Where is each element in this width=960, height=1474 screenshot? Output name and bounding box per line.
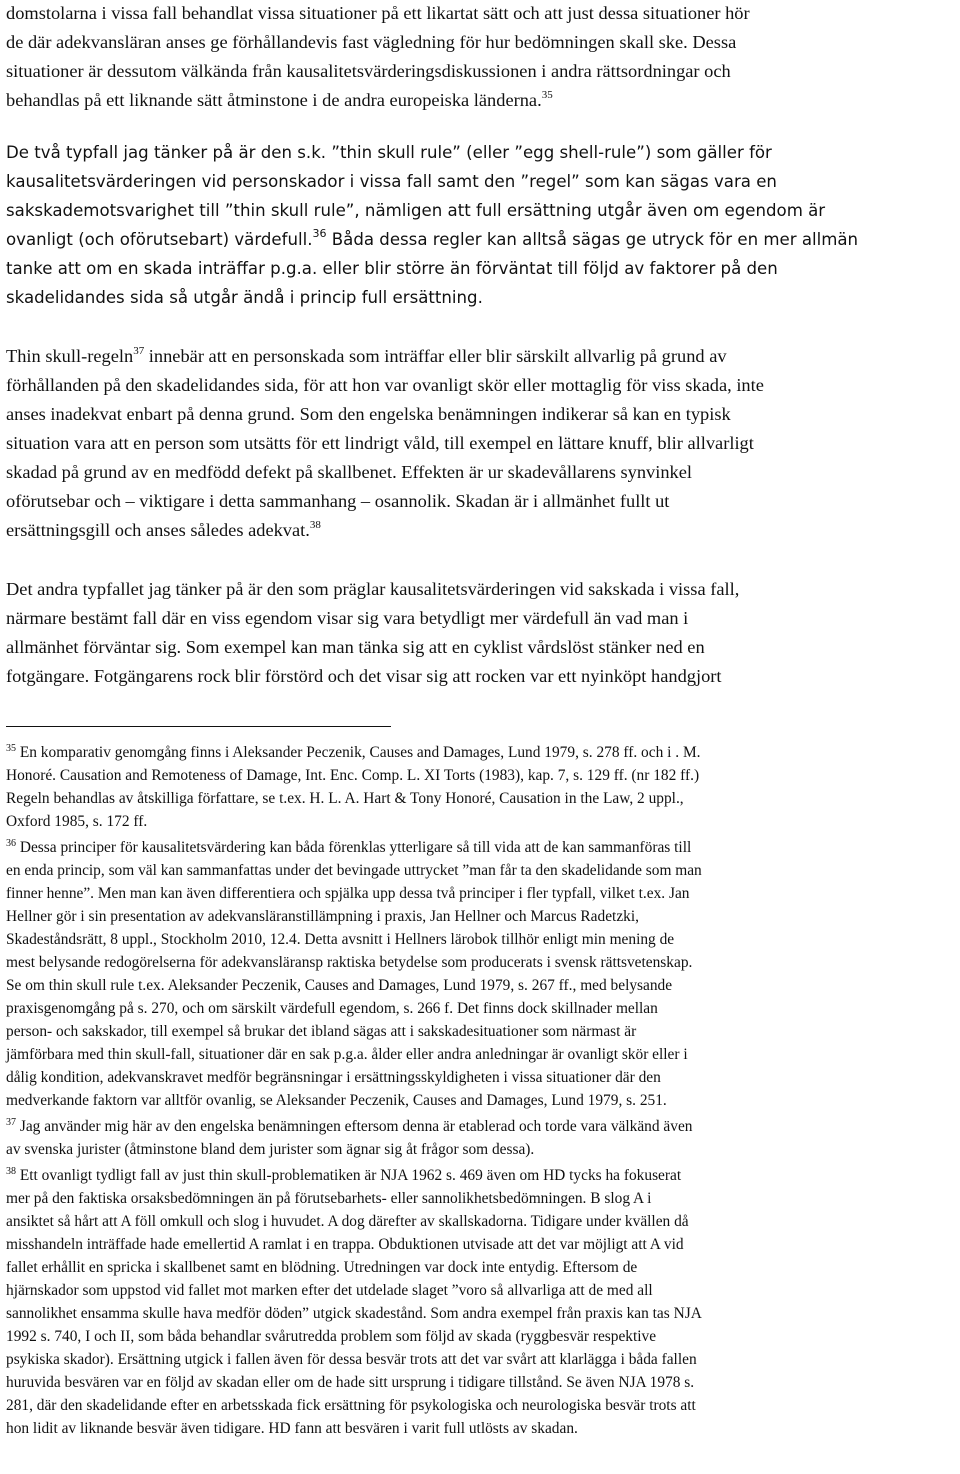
footnote-line bbox=[6, 838, 691, 857]
body-line: anses inadekvat enbart på denna grund. Som den engelska benämningen indikerar så kan en typisk bbox=[6, 404, 731, 424]
footnote-line: jämförbara med thin skull-fall, situationer där en sak p.g.a. ålder eller andra anledningar är ovanligt skör eller i bbox=[6, 1046, 688, 1063]
body-line: situationer är dessutom välkända från kausalitetsvärderingsdiskussionen i andra rättsordningar och bbox=[6, 61, 731, 81]
body-text: behandlas på ett liknande sätt åtminstone i de andra europeiska länderna. bbox=[6, 90, 542, 110]
footnote-line: person- och sakskador, till exempel så brukar det ibland sägas att i sakskadesituationer som närmast är bbox=[6, 1023, 637, 1040]
body-line bbox=[6, 229, 858, 251]
body-line: skadad på grund av en medfödd defekt på skallbenet. Effekten är ur skadevållarens synvinkel bbox=[6, 462, 693, 482]
footnote-number: 37 bbox=[6, 1117, 16, 1128]
body-text: innebär att en personskada som inträffar eller blir särskilt allvarlig på grund av bbox=[148, 346, 727, 366]
footnote-text: En komparativ genomgång finns i Aleksander Peczenik, Causes and Damages, Lund 1979, s. 278 ff. och i . M. bbox=[19, 744, 701, 761]
body-line: allmänhet förväntar sig. Som exempel kan man tänka sig att en cyklist vårdslöst stänker ned en bbox=[6, 637, 705, 657]
body-line: Det andra typfallet jag tänker på är den som präglar kausalitetsvärderingen vid sakskada i vissa fall, bbox=[6, 579, 740, 599]
footnote-line: hon lidit av liknande besvär även tidigare. HD fann att besvären i varit full utlösts av skadan. bbox=[6, 1420, 578, 1437]
footnote-line bbox=[6, 1117, 692, 1136]
footnote-line: en enda princip, som väl kan sammanfattas under det bevingade uttrycket ”man får ta den skadelidande som man bbox=[6, 862, 702, 879]
footnote-line: mest belysande redogörelserna för adekvansläransp raktiska betydelse som producerats i svensk rättsvetenskap. bbox=[6, 954, 693, 971]
body-text: ovanligt (och oförutsebart) värdefull. bbox=[6, 230, 313, 249]
footnote-line: Se om thin skull rule t.ex. Aleksander Peczenik, Causes and Damages, Lund 1979, s. 267 ff., med belysande bbox=[6, 977, 673, 994]
footnote-line bbox=[6, 1166, 681, 1185]
footnote-number: 35 bbox=[6, 743, 16, 754]
footnote-line: Regeln behandlas av åtskilliga författare, se t.ex. H. L. A. Hart & Tony Honoré, Causation in the Law, 2 uppl., bbox=[6, 790, 684, 807]
footnote-line: huruvida besvären var en följd av skadan eller om de hade sitt ursprung i tidigare tillstånd. Se även NJA 1978 s. bbox=[6, 1374, 695, 1391]
footnote-line: medverkande faktorn var alltför ovanlig, se Aleksander Peczenik, Causes and Damages, Lund 1979, s. 251. bbox=[6, 1092, 667, 1109]
body-line: närmare bestämt fall där en viss egendom visar sig vara betydligt mer värdefull än vad man i bbox=[6, 608, 689, 628]
footnote-text: Dessa principer för kausalitetsvärdering kan båda förenklas ytterligare så till vida att de kan sammanföras till bbox=[19, 839, 692, 856]
body-line: oförutsebar och – viktigare i detta sammanhang – osannolik. Skadan är i allmänhet fullt ut bbox=[6, 491, 670, 511]
footnote-line: hjärnskador som uppstod vid fallet mot marken efter det utdelade slaget ”voro så allvarliga att de med all bbox=[6, 1282, 653, 1299]
body-line: sakskademotsvarighet till ”thin skull rule”, nämligen att full ersättning utgår även om egendom är bbox=[6, 201, 826, 220]
footnote-line: av svenska jurister (åtminstone bland dem jurister som ägnar sig åt frågor som dessa). bbox=[6, 1141, 535, 1158]
footnote-ref[interactable]: 38 bbox=[309, 519, 321, 531]
footnote-line: Honoré. Causation and Remoteness of Damage, Int. Enc. Comp. L. XI Torts (1983), kap. 7, s. 129 ff. (nr 182 ff.) bbox=[6, 767, 700, 784]
body-text: Båda dessa regler kan alltså sägas ge utryck för en mer allmän bbox=[331, 230, 859, 249]
body-text: Thin skull-regeln bbox=[6, 346, 134, 366]
footnote-line: Hellner gör i sin presentation av adekvansläranstillämpning i praxis, Jan Hellner och Marcus Radetzki, bbox=[6, 908, 639, 925]
body-text: ersättningsgill och anses således adekvat. bbox=[6, 520, 310, 540]
footnote-ref[interactable]: 37 bbox=[133, 345, 145, 357]
footnote-number: 36 bbox=[6, 838, 16, 849]
body-line: fotgängare. Fotgängarens rock blir förstörd och det visar sig att rocken var ett nyinköpt handgjort bbox=[6, 666, 722, 686]
footnote-text: Jag använder mig här av den engelska benämningen eftersom denna är etablerad och torde vara välkänd även bbox=[19, 1118, 693, 1135]
body-line bbox=[6, 345, 727, 367]
body-line bbox=[6, 519, 321, 541]
footnote-line: praxisgenomgång på s. 270, och om särskilt värdefull egendom, s. 266 f. Det finns dock skillnader mellan bbox=[6, 1000, 658, 1017]
body-line: domstolarna i vissa fall behandlat vissa situationer på ett likartat sätt och att just dessa situationer hör bbox=[6, 3, 750, 23]
footnote-line: psykiska skador). Ersättning utgick i fallen även för dessa besvär trots att det var svårt att klarlägga i båda fallen bbox=[6, 1351, 697, 1368]
footnote-ref[interactable]: 36 bbox=[312, 227, 327, 240]
footnote-line bbox=[6, 743, 700, 762]
footnote-line: 281, där den skadelidande efter en arbetsskada fick ersättning för psykologiska och neurologiska besvär trots att bbox=[6, 1397, 696, 1414]
footnote-ref[interactable]: 35 bbox=[541, 89, 553, 101]
body-line bbox=[6, 89, 553, 111]
footnote-separator bbox=[6, 726, 391, 727]
body-line: De två typfall jag tänker på är den s.k. ”thin skull rule” (eller ”egg shell-rule”) som gäller för bbox=[6, 143, 772, 162]
footnote-line: Oxford 1985, s. 172 ff. bbox=[6, 813, 148, 830]
footnote-line: fallet erhållit en spricka i skallbenet samt en blödning. Utredningen var dock inte entydig. Eftersom de bbox=[6, 1259, 638, 1276]
footnote-line: misshandeln inträffade hade emellertid A ramlat i en trappa. Obduktionen utvisade att det var möjligt att A vid bbox=[6, 1236, 684, 1253]
footnote-line: mer på den faktiska orsaksbedömningen än på förutsebarhets- eller sannolikhetsbedömningen. B slog A i bbox=[6, 1190, 652, 1207]
body-line: de där adekvansläran anses ge förhållandevis fast vägledning för hur bedömningen skall ske. Dessa bbox=[6, 32, 737, 52]
footnote-text: Ett ovanligt tydligt fall av just thin skull-problematiken är NJA 1962 s. 469 även om HD tycks ha fokuserat bbox=[19, 1167, 682, 1184]
footnote-line: Skadeståndsrätt, 8 uppl., Stockholm 2010, 12.4. Detta avsnitt i Hellners lärobok tillhör enligt min mening de bbox=[6, 931, 675, 948]
body-line: förhållanden på den skadelidandes sida, för att hon var ovanligt skör eller mottaglig för viss skada, inte bbox=[6, 375, 764, 395]
footnote-line: sannolikhet ensamma skulle hava medför döden” utgick skadestånd. Som andra exempel från praxis kan tas NJA bbox=[6, 1305, 702, 1322]
footnote-number: 38 bbox=[6, 1166, 16, 1177]
body-line: kausalitetsvärderingen vid personskador i vissa fall samt den ”regel” som kan sägas vara en bbox=[6, 172, 777, 191]
footnote-line: 1992 s. 740, I och II, som båda behandlar svårutredda problem som följd av skada (ryggbesvär respektive bbox=[6, 1328, 657, 1345]
footnote-line: dålig kondition, adekvanskravet medför begränsningar i ersättningsskyldigheten i vissa situationer där den bbox=[6, 1069, 661, 1086]
footnote-line: finner henne”. Men man kan även differentiera och spjälka upp dessa två principer i fler typfall, vilket t.ex. Jan bbox=[6, 885, 690, 902]
body-line: situation vara att en person som utsätts för ett lindrigt våld, till exempel en lättare knuff, blir allvarligt bbox=[6, 433, 754, 453]
footnote-line: ansiktet så hårt att A föll omkull och slog i huvudet. A dog därefter av skallskadorna. Tidigare under kvällen då bbox=[6, 1213, 689, 1230]
body-line: skadelidandes sida så utgår ändå i princip full ersättning. bbox=[6, 288, 483, 307]
body-line: tanke att om en skada inträffar p.g.a. eller blir större än förväntat till följd av faktorer på den bbox=[6, 259, 778, 278]
